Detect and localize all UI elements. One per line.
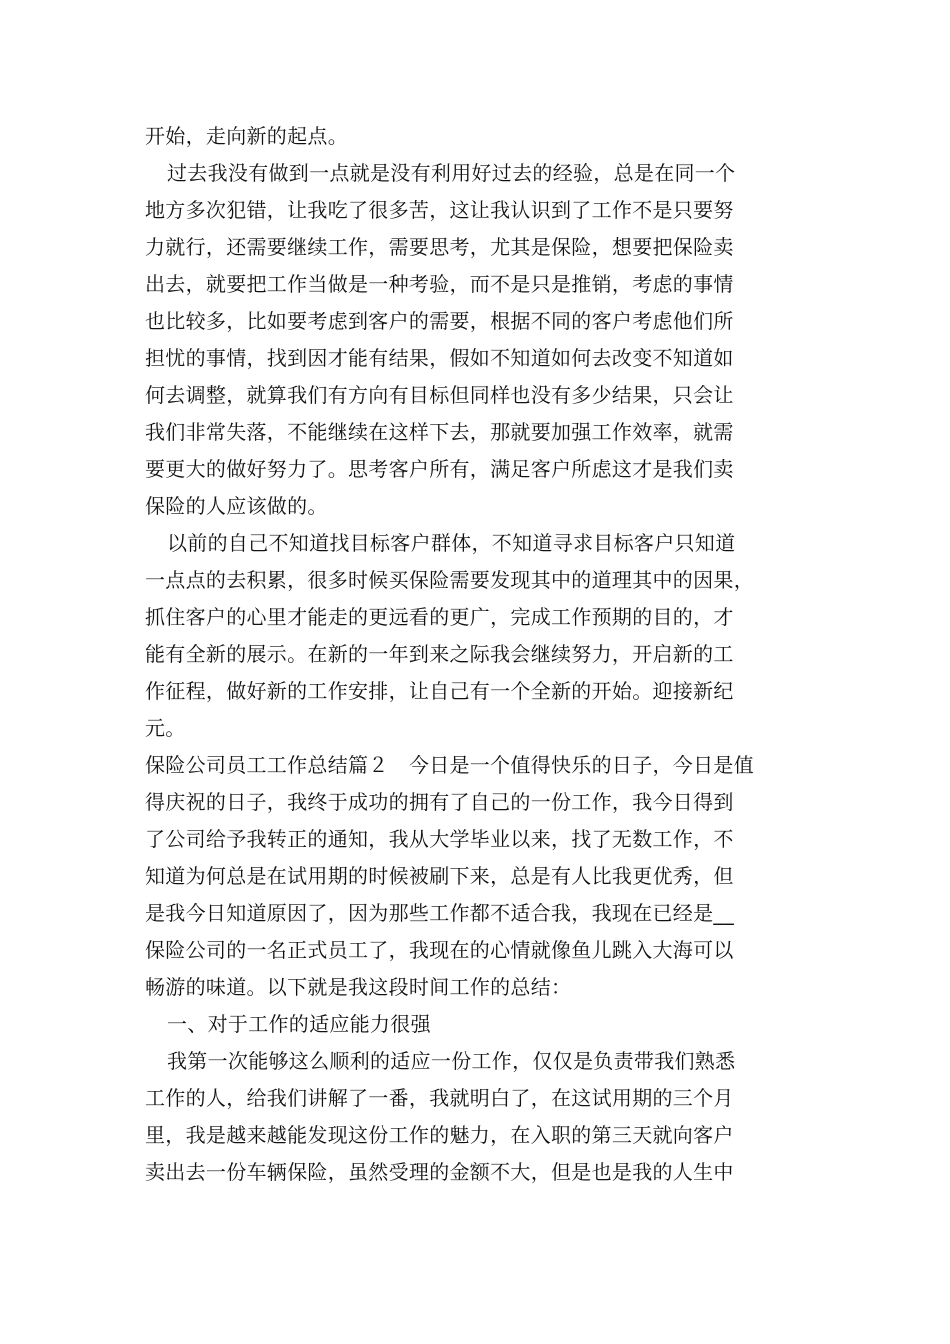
text-line: 抓住客户的心里才能走的更远看的更广，完成工作预期的目的，才 <box>145 605 734 629</box>
text-line: 得庆祝的日子，我终于成功的拥有了自己的一份工作，我今日得到 <box>145 790 734 814</box>
text-line: 保险公司的一名正式员工了，我现在的心情就像鱼儿跳入大海可以 <box>145 938 734 962</box>
document-body <box>145 118 810 1191</box>
text-line: 畅游的味道。以下就是我这段时间工作的总结： <box>145 975 572 999</box>
text-line: 知道为何总是在试用期的时候被刷下来，总是有人比我更优秀，但 <box>145 864 734 888</box>
text-line: 也比较多，比如要考虑到客户的需要，根据不同的客户考虑他们所 <box>145 309 734 333</box>
text-line: 里，我是越来越能发现这份工作的魅力，在入职的第三天就向客户 <box>145 1123 734 1147</box>
text-line: 了公司给予我转正的通知，我从大学毕业以来，找了无数工作，不 <box>145 827 734 851</box>
text-line: 保险的人应该做的。 <box>145 494 328 518</box>
text-line: 以前的自己不知道找目标客户群体，不知道寻求目标客户只知道 <box>167 531 736 555</box>
text-line: 力就行，还需要继续工作，需要思考，尤其是保险，想要把保险卖 <box>145 235 734 259</box>
text-line: 出去，就要把工作当做是一种考验，而不是只是推销，考虑的事情 <box>145 272 734 296</box>
text-line: 担忧的事情，找到因才能有结果，假如不知道如何去改变不知道如 <box>145 346 734 370</box>
text-line: 一点点的去积累，很多时候买保险需要发现其中的道理其中的因果， <box>145 568 754 592</box>
text-line: 元。 <box>145 716 186 740</box>
text-line: 何去调整，就算我们有方向有目标但同样也没有多少结果，只会让 <box>145 383 734 407</box>
text-line: 卖出去一份车辆保险，虽然受理的金额不大，但是也是我的人生中 <box>145 1160 734 1184</box>
text-line: 能有全新的展示。在新的一年到来之际我会继续努力，开启新的工 <box>145 642 734 666</box>
text-line: 是我今日知道原因了，因为那些工作都不适合我，我现在已经是__ <box>145 901 734 925</box>
text-line: 作征程，做好新的工作安排，让自己有一个全新的开始。迎接新纪 <box>145 679 734 703</box>
text-line: 我们非常失落，不能继续在这样下去，那就要加强工作效率，就需 <box>145 420 734 444</box>
subheading-line: 一、对于工作的适应能力很强 <box>167 1012 431 1036</box>
section-heading-line: 保险公司员工工作总结篇２ 今日是一个值得快乐的日子，今日是值 <box>145 753 754 777</box>
text-line: 开始，走向新的起点。 <box>145 124 348 148</box>
text-line: 过去我没有做到一点就是没有利用好过去的经验，总是在同一个 <box>167 161 736 185</box>
text-line: 要更大的做好努力了。思考客户所有，满足客户所虑这才是我们卖 <box>145 457 734 481</box>
text-line: 地方多次犯错，让我吃了很多苦，这让我认识到了工作不是只要努 <box>145 198 734 222</box>
text-line: 工作的人，给我们讲解了一番，我就明白了，在这试用期的三个月 <box>145 1086 734 1110</box>
text-line: 我第一次能够这么顺利的适应一份工作，仅仅是负责带我们熟悉 <box>167 1049 736 1073</box>
